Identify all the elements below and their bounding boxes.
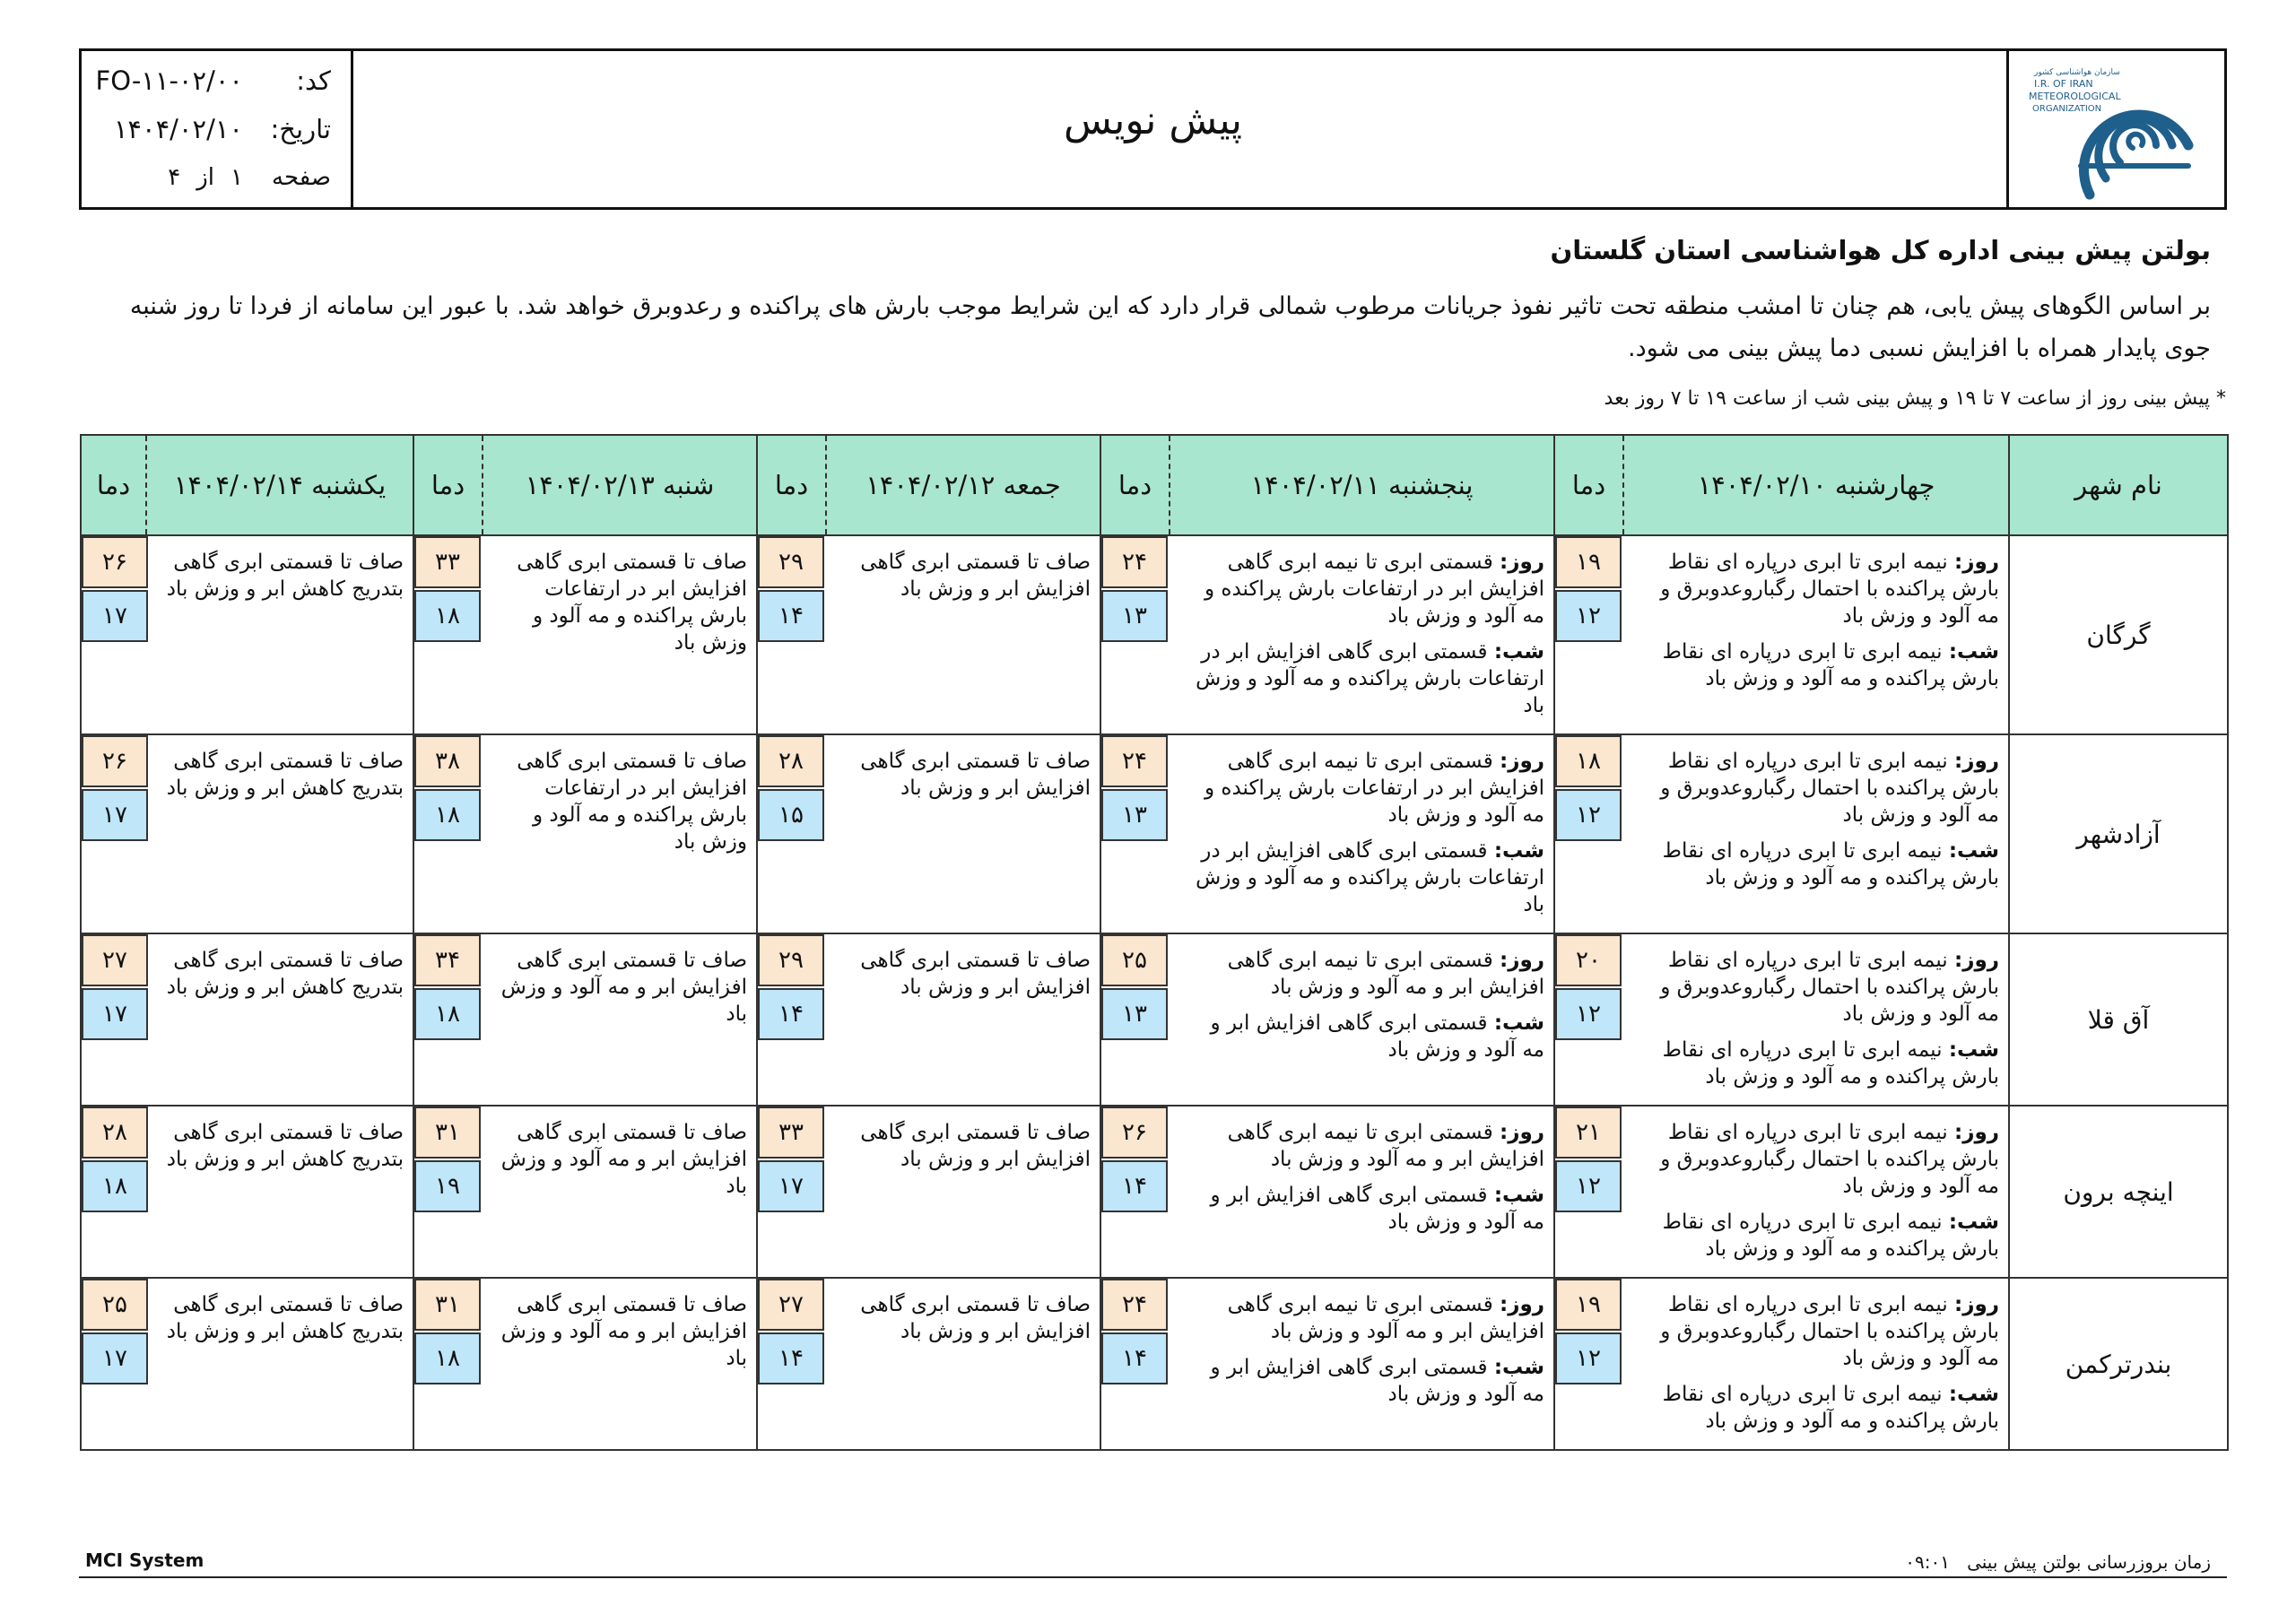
max-temp: ۳۱ [414,1107,481,1159]
logo-cell [2006,51,2224,207]
temp-cell [1554,734,1623,933]
min-temp: ۱۷ [82,1332,148,1384]
forecast-cell [1170,535,1554,734]
max-temp: ۲۸ [82,1107,148,1159]
forecast-cell [146,1278,413,1450]
forecast-cell [483,933,757,1106]
max-temp: ۲۸ [758,735,824,787]
max-temp: ۳۸ [414,735,481,787]
forecast-cell [1170,1278,1554,1450]
day-label: روز: [1500,1293,1544,1316]
forecast-text: صاف تا قسمتی ابری گاهی بتدریج کاهش ابر و وزش باد [166,750,404,800]
forecast-text: صاف تا قسمتی ابری گاهی افزایش ابر و وزش باد [860,551,1091,601]
day-header: جمعه ۱۴۰۴/۰۲/۱۲ [826,435,1100,535]
min-temp: ۱۴ [758,988,824,1040]
forecast-cell [826,1278,1100,1450]
day-forecast: نیمه ابری تا ابری درپاره ای نقاط بارش پراکنده با احتمال رگباروعدوبرق و مه آلود و وزش باد [1660,750,1999,827]
night-label: شب: [1948,839,1999,863]
city-row [81,933,2228,1106]
page-label: صفحه [272,164,331,191]
night-label: شب: [1493,1356,1544,1379]
max-temp: ۲۰ [1555,934,1622,986]
max-temp: ۲۴ [1101,1279,1168,1331]
temp-cell [1100,734,1170,933]
temp-cell [757,1106,826,1278]
max-temp: ۲۷ [82,934,148,986]
max-temp: ۲۴ [1101,536,1168,588]
temp-cell [757,734,826,933]
temp-cell [413,535,483,734]
day-label: روز: [1500,551,1544,574]
page-of: از [196,164,215,191]
footer-system: MCI System [85,1549,204,1571]
date-label: تاریخ: [270,114,331,144]
min-temp: ۱۲ [1555,789,1622,841]
max-temp: ۱۹ [1555,1279,1622,1331]
max-temp: ۲۵ [82,1279,148,1331]
bulletin-text: بر اساس الگوهای پیش یابی، هم چنان تا امشب منطقه تحت تاثیر نفوذ جریانات مرطوب شمالی قرار دارد که این شرایط موجب بارش های پراکنده و رعدوبرق خواهد شد. با عبور این سامانه از فردا تا روز شنبه جوی پایدار همراه با افزایش نسبی دما پیش بینی می شود. [129,292,2211,362]
temp-cell [757,1278,826,1450]
min-temp: ۱۴ [1101,1332,1168,1384]
code-row [96,65,331,96]
day-header: شنبه ۱۴۰۴/۰۲/۱۳ [483,435,757,535]
night-label: شب: [1948,1211,1999,1234]
max-temp: ۱۸ [1555,735,1622,787]
night-forecast: قسمتی ابری گاهی افزایش ابر و مه آلود و وزش باد [1210,1356,1544,1406]
temp-cell [1100,1278,1170,1450]
night-label: شب: [1493,640,1544,664]
min-temp: ۱۸ [414,1332,481,1384]
forecast-table [80,434,2229,1451]
temp-cell [81,933,146,1106]
day-header: یکشنبه ۱۴۰۴/۰۲/۱۴ [146,435,413,535]
forecast-text: صاف تا قسمتی ابری گاهی افزایش ابر و مه آلود و وزش باد [500,949,747,1026]
temp-header: دما [81,435,146,535]
max-temp: ۲۶ [82,536,148,588]
forecast-text: صاف تا قسمتی ابری گاهی افزایش ابر و وزش باد [860,750,1091,800]
temp-cell [1554,1106,1623,1278]
forecast-cell [1623,535,2009,734]
table-header-row [81,435,2228,535]
max-temp: ۲۹ [758,536,824,588]
day-label: روز: [1954,1121,1999,1144]
min-temp: ۱۸ [414,590,481,642]
night-forecast: نیمه ابری تا ابری درپاره ای نقاط بارش پراکنده و مه آلود و وزش باد [1662,839,1999,890]
temp-cell [1100,1106,1170,1278]
code-value: FO-۱۱-۰۲/۰۰ [95,65,243,96]
temp-cell [1100,535,1170,734]
forecast-cell [146,734,413,933]
max-temp: ۳۱ [414,1279,481,1331]
temp-header: دما [1554,435,1623,535]
city-name: آق قلا [2009,933,2228,1106]
night-label: شب: [1493,1011,1544,1035]
footer-update [1905,1551,2211,1573]
max-temp: ۲۱ [1555,1107,1622,1159]
min-temp: ۱۹ [414,1160,481,1212]
min-temp: ۱۳ [1101,988,1168,1040]
forecast-cell [1170,734,1554,933]
forecast-cell [826,535,1100,734]
forecast-cell [146,1106,413,1278]
update-label: زمان بروزرسانی بولتن پیش بینی [1967,1551,2211,1573]
forecast-cell [483,734,757,933]
forecast-cell [1623,1278,2009,1450]
max-temp: ۳۳ [758,1107,824,1159]
city-name: آزادشهر [2009,734,2228,933]
min-temp: ۱۸ [414,789,481,841]
min-temp: ۱۸ [82,1160,148,1212]
forecast-cell [483,1106,757,1278]
city-header: نام شهر [2009,435,2228,535]
max-temp: ۲۹ [758,934,824,986]
temp-cell [757,535,826,734]
temp-cell [413,1106,483,1278]
min-temp: ۱۷ [758,1160,824,1212]
min-temp: ۱۲ [1555,590,1622,642]
logo-text-country: I.R. OF IRAN [2034,78,2093,90]
min-temp: ۱۸ [414,988,481,1040]
city-row [81,734,2228,933]
day-header: چهارشنبه ۱۴۰۴/۰۲/۱۰ [1623,435,2009,535]
night-label: شب: [1493,1184,1544,1207]
night-forecast: نیمه ابری تا ابری درپاره ای نقاط بارش پراکنده و مه آلود و وزش باد [1662,640,1999,690]
day-forecast: نیمه ابری تا ابری درپاره ای نقاط بارش پراکنده با احتمال رگباروعدوبرق و مه آلود و وزش باد [1660,1121,1999,1198]
forecast-cell [483,535,757,734]
temp-cell [757,933,826,1106]
max-temp: ۳۳ [414,536,481,588]
forecast-cell [146,933,413,1106]
temp-cell [81,1278,146,1450]
forecast-cell [1623,734,2009,933]
max-temp: ۱۹ [1555,536,1622,588]
page-total: ۴ [168,164,181,191]
night-forecast: قسمتی ابری گاهی افزایش ابر و مه آلود و وزش باد [1210,1011,1544,1062]
city-name: بندرترکمن [2009,1278,2228,1450]
night-forecast: نیمه ابری تا ابری درپاره ای نقاط بارش پراکنده و مه آلود و وزش باد [1662,1038,1999,1089]
min-temp: ۱۴ [758,1332,824,1384]
max-temp: ۲۷ [758,1279,824,1331]
forecast-cell [1623,1106,2009,1278]
forecast-text: صاف تا قسمتی ابری گاهی افزایش ابر و مه آلود و وزش باد [500,1121,747,1198]
logo-text-fa: سازمان هواشناسی کشور [2034,68,2120,77]
city-row [81,1106,2228,1278]
min-temp: ۱۷ [82,988,148,1040]
forecast-text: صاف تا قسمتی ابری گاهی بتدریج کاهش ابر و وزش باد [166,551,404,601]
temp-cell [1554,1278,1623,1450]
meteorological-organization-logo [2027,60,2206,204]
footer-divider [79,1576,2227,1578]
document-header [79,48,2227,210]
temp-cell [1554,535,1623,734]
city-row [81,1278,2228,1450]
day-label: روز: [1954,949,1999,972]
day-forecast: نیمه ابری تا ابری درپاره ای نقاط بارش پراکنده با احتمال رگباروعدوبرق و مه آلود و وزش باد [1660,551,1999,628]
forecast-cell [1623,933,2009,1106]
forecast-cell [826,734,1100,933]
min-temp: ۱۷ [82,789,148,841]
logo-text-org: ORGANIZATION [2032,104,2102,114]
temp-cell [81,535,146,734]
min-temp: ۱۲ [1555,1332,1622,1384]
bulletin-title: بولتن پیش بینی اداره کل هواشناسی استان گلستان [1550,235,2211,265]
night-label: شب: [1948,640,1999,664]
min-temp: ۱۲ [1555,988,1622,1040]
day-forecast: قسمتی ابری تا نیمه ابری گاهی افزایش ابر و مه آلود و وزش باد [1227,1293,1544,1343]
night-forecast: قسمتی ابری گاهی افزایش ابر در ارتفاعات بارش پراکنده و مه آلود و وزش باد [1196,839,1544,916]
forecast-cell [146,535,413,734]
max-temp: ۲۵ [1101,934,1168,986]
forecast-cell [1170,1106,1554,1278]
day-forecast: نیمه ابری تا ابری درپاره ای نقاط بارش پراکنده با احتمال رگباروعدوبرق و مه آلود و وزش باد [1660,1293,1999,1370]
temp-cell [81,1106,146,1278]
forecast-text: صاف تا قسمتی ابری گاهی افزایش ابر و وزش باد [860,1293,1091,1343]
forecast-cell [1170,933,1554,1106]
temp-header: دما [757,435,826,535]
min-temp: ۱۲ [1555,1160,1622,1212]
document-title: پیش نویس [1064,98,1242,143]
min-temp: ۱۴ [1101,1160,1168,1212]
temp-cell [1100,933,1170,1106]
forecast-text: صاف تا قسمتی ابری گاهی بتدریج کاهش ابر و وزش باد [166,949,404,999]
day-forecast: قسمتی ابری تا نیمه ابری گاهی افزایش ابر در ارتفاعات بارش پراکنده و مه آلود و وزش باد [1204,551,1544,628]
min-temp: ۱۵ [758,789,824,841]
logo-text-meteo: METEOROLOGICAL [2029,91,2121,102]
max-temp: ۲۶ [82,735,148,787]
forecast-text: صاف تا قسمتی ابری گاهی افزایش ابر و مه آلود و وزش باد [500,1293,747,1370]
temp-cell [413,933,483,1106]
city-row [81,535,2228,734]
max-temp: ۲۴ [1101,735,1168,787]
night-forecast: قسمتی ابری گاهی افزایش ابر و مه آلود و وزش باد [1210,1184,1544,1234]
day-forecast: قسمتی ابری تا نیمه ابری گاهی افزایش ابر در ارتفاعات بارش پراکنده و مه آلود و وزش باد [1204,750,1544,827]
forecast-text: صاف تا قسمتی ابری گاهی بتدریج کاهش ابر و وزش باد [166,1121,404,1171]
forecast-text: صاف تا قسمتی ابری گاهی بتدریج کاهش ابر و وزش باد [166,1293,404,1343]
day-label: روز: [1954,750,1999,773]
day-forecast: قسمتی ابری تا نیمه ابری گاهی افزایش ابر و مه آلود و وزش باد [1227,949,1544,999]
page-row [168,164,331,191]
temp-cell [1554,933,1623,1106]
night-forecast: نیمه ابری تا ابری درپاره ای نقاط بارش پراکنده و مه آلود و وزش باد [1662,1211,1999,1261]
temp-header: دما [413,435,483,535]
city-name: اینچه برون [2009,1106,2228,1278]
forecast-text: صاف تا قسمتی ابری گاهی افزایش ابر و وزش باد [860,949,1091,999]
max-temp: ۲۶ [1101,1107,1168,1159]
day-forecast: نیمه ابری تا ابری درپاره ای نقاط بارش پراکنده با احتمال رگباروعدوبرق و مه آلود و وزش باد [1660,949,1999,1026]
code-label: کد: [296,65,331,96]
night-forecast: قسمتی ابری گاهی افزایش ابر در ارتفاعات بارش پراکنده و مه آلود و وزش باد [1196,640,1544,717]
temp-header: دما [1100,435,1170,535]
day-label: روز: [1500,949,1544,972]
forecast-text: صاف تا قسمتی ابری گاهی افزایش ابر و وزش باد [860,1121,1091,1171]
max-temp: ۳۴ [414,934,481,986]
night-forecast: نیمه ابری تا ابری درپاره ای نقاط بارش پراکنده و مه آلود و وزش باد [1662,1383,1999,1433]
night-label: شب: [1948,1038,1999,1062]
min-temp: ۱۳ [1101,590,1168,642]
forecast-text: صاف تا قسمتی ابری گاهی افزایش ابر در ارتفاعات بارش پراکنده و مه آلود و وزش باد [517,551,747,655]
temp-cell [81,734,146,933]
day-forecast: قسمتی ابری تا نیمه ابری گاهی افزایش ابر و مه آلود و وزش باد [1227,1121,1544,1171]
day-label: روز: [1500,1121,1544,1144]
forecast-cell [826,1106,1100,1278]
update-time: ۰۹:۰۱ [1905,1551,1951,1573]
night-label: شب: [1493,839,1544,863]
day-label: روز: [1500,750,1544,773]
min-temp: ۱۷ [82,590,148,642]
forecast-text: صاف تا قسمتی ابری گاهی افزایش ابر در ارتفاعات بارش پراکنده و مه آلود و وزش باد [517,750,747,854]
date-value: ۱۴۰۴/۰۲/۱۰ [113,114,243,144]
forecast-cell [483,1278,757,1450]
temp-cell [413,1278,483,1450]
forecast-cell [826,933,1100,1106]
temp-cell [413,734,483,933]
page-current: ۱ [230,164,243,191]
day-label: روز: [1954,1293,1999,1316]
min-temp: ۱۴ [758,590,824,642]
night-label: شب: [1948,1383,1999,1406]
day-header: پنجشنبه ۱۴۰۴/۰۲/۱۱ [1170,435,1554,535]
day-label: روز: [1954,551,1999,574]
forecast-time-note: * پیش بینی روز از ساعت ۷ تا ۱۹ و پیش بینی شب از ساعت ۱۹ تا ۷ روز بعد [1604,387,2226,410]
min-temp: ۱۳ [1101,789,1168,841]
city-name: گرگان [2009,535,2228,734]
